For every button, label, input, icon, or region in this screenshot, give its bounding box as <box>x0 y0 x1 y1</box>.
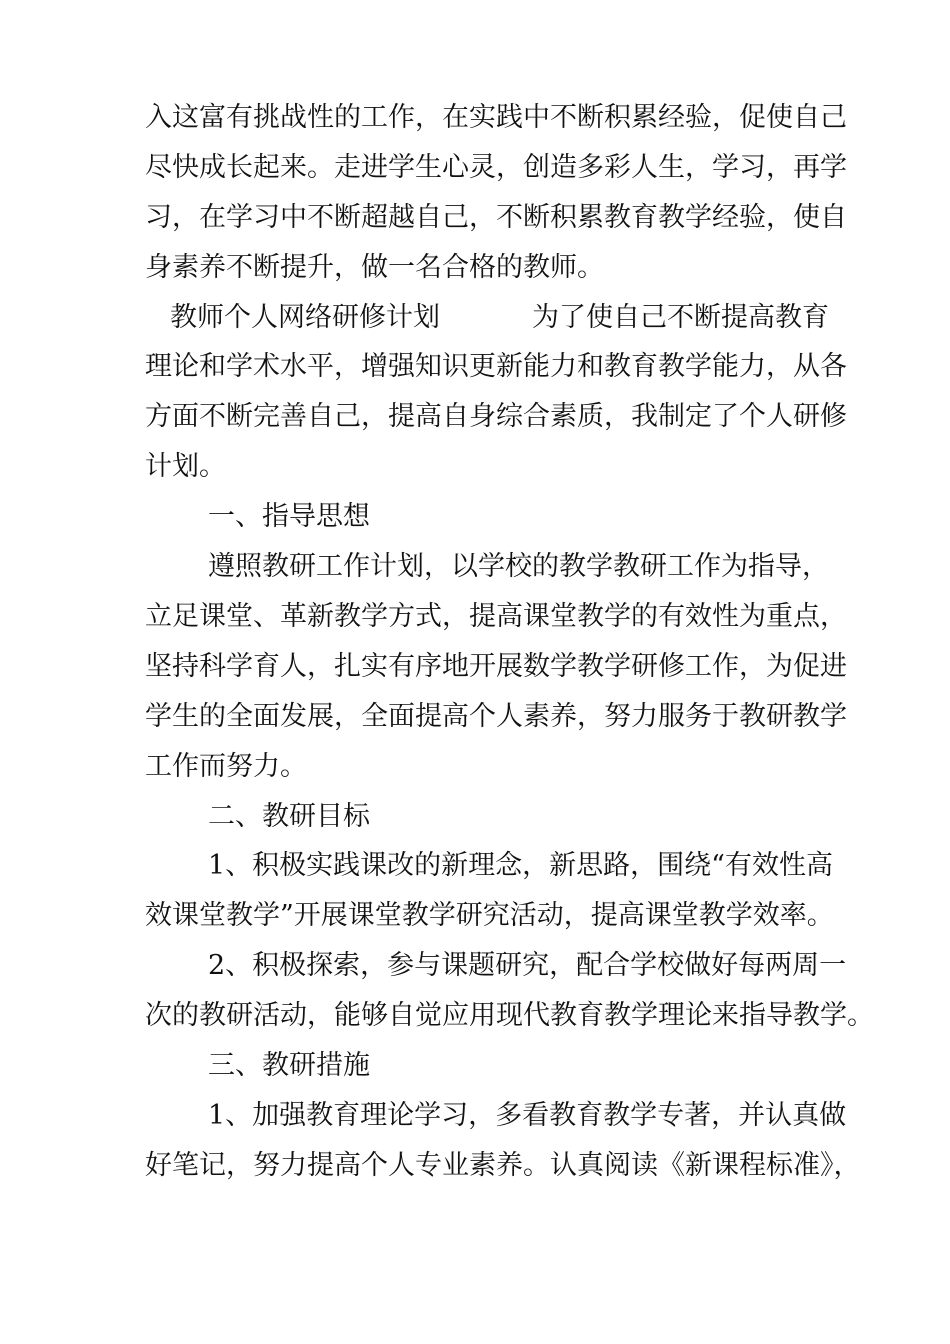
paragraph-line: 1、加强教育理论学习，多看教育教学专著，并认真做 <box>208 1100 847 1131</box>
paragraph-line: 理论和学术水平，增强知识更新能力和教育教学能力，从各 <box>145 351 847 382</box>
plan-title: 教师个人网络研修计划 <box>170 302 440 333</box>
paragraph-line: 效课堂教学”开展课堂教学研究活动，提高课堂教学效率。 <box>145 900 834 931</box>
paragraph-line: 遵照教研工作计划，以学校的教学教研工作为指导， <box>208 551 829 582</box>
paragraph-line: 习，在学习中不断超越自己，不断积累教育教学经验，使自 <box>145 202 847 233</box>
plan-intro: 为了使自己不断提高教育 <box>532 302 829 333</box>
paragraph-line: 2、积极探索，参与课题研究，配合学校做好每两周一 <box>208 950 847 981</box>
plan-heading-line <box>170 298 829 338</box>
section-heading-2: 二、教研目标 <box>208 801 370 832</box>
paragraph-line: 方面不断完善自己，提高自身综合素质，我制定了个人研修 <box>145 401 847 432</box>
paragraph-line: 计划。 <box>145 451 226 482</box>
section-heading-3: 三、教研措施 <box>208 1050 370 1081</box>
paragraph-line: 工作而努力。 <box>145 751 307 782</box>
paragraph-line: 1、积极实践课改的新理念，新思路，围绕“有效性高 <box>208 850 833 881</box>
paragraph-line: 好笔记，努力提高个人专业素养。认真阅读《新课程标准》， <box>145 1150 861 1181</box>
paragraph-line: 学生的全面发展，全面提高个人素养，努力服务于教研教学 <box>145 701 847 732</box>
paragraph-line: 入这富有挑战性的工作，在实践中不断积累经验，促使自己 <box>145 102 847 133</box>
paragraph-line: 立足课堂、革新教学方式，提高课堂教学的有效性为重点， <box>145 601 847 632</box>
paragraph-line: 身素养不断提升，做一名合格的教师。 <box>145 252 604 283</box>
section-heading-1: 一、指导思想 <box>208 501 370 532</box>
paragraph-line: 尽快成长起来。走进学生心灵，创造多彩人生，学习，再学 <box>145 152 847 183</box>
paragraph-line: 坚持科学育人，扎实有序地开展数学教学研修工作，为促进 <box>145 651 847 682</box>
paragraph-line: 次的教研活动，能够自觉应用现代教育教学理论来指导教学。 <box>145 1000 874 1031</box>
